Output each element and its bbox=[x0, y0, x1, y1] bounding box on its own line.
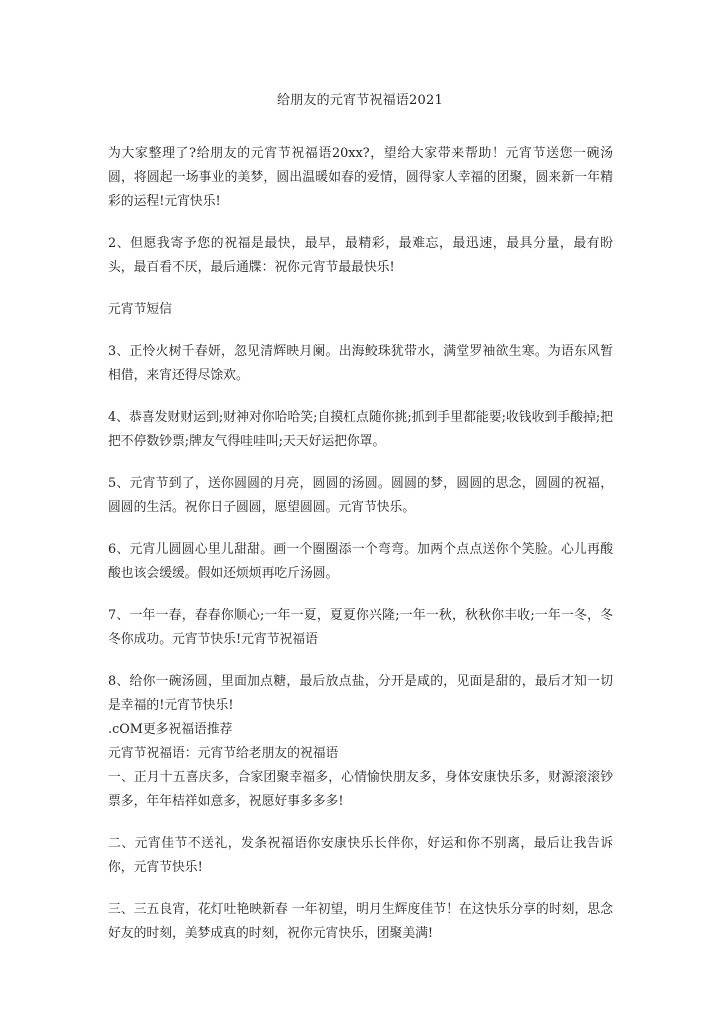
paragraph: 元宵节祝福语：元宵节给老朋友的祝福语 bbox=[108, 746, 339, 761]
paragraph: 三、三五良宵，花灯吐艳映新春 一年初望，明月生辉度佳节！在这快乐分享的时刻，思念好友的时刻，美梦成真的时刻，祝你元宵快乐，团聚美满! bbox=[108, 902, 613, 941]
paragraph: 6、元宵儿圆圆心里儿甜甜。画一个圈圈添一个弯弯。加两个点点送你个笑脸。心儿再酸酸也该会缓缓。假如还烦烦再吃斤汤圆。 bbox=[108, 542, 613, 581]
paragraph: 4、恭喜发财财运到;财神对你哈哈笑;自摸杠点随你挑;抓到手里都能要;收钱收到手酸掉;把把不停数钞票;牌友气得哇哇叫;天天好运把你罩。 bbox=[108, 410, 613, 449]
paragraph: 7、一年一春，春春你顺心;一年一夏，夏夏你兴隆;一年一秋，秋秋你丰收;一年一冬，冬冬你成功。元宵节快乐!元宵节祝福语 bbox=[108, 608, 613, 647]
paragraph: 8、给你一碗汤圆，里面加点糖，最后放点盐，分开是咸的，见面是甜的，最后才知一切是幸福的!元宵节快乐! bbox=[108, 674, 613, 713]
paragraph: .cOM更多祝福语推荐 bbox=[108, 722, 233, 737]
paragraph: 二、元宵佳节不送礼，发条祝福语你安康快乐长伴你，好运和你不别离，最后让我告诉你，元宵节快乐! bbox=[108, 836, 613, 875]
document-title: 给朋友的元宵节祝福语2021 bbox=[277, 93, 443, 108]
document-body bbox=[108, 142, 613, 964]
section-heading: 元宵节短信 bbox=[108, 302, 172, 317]
paragraph: 2、但愿我寄予您的祝福是最快，最早，最精彩，最难忘，最迅速，最具分量，最有盼头，最百看不厌，最后通牒：祝你元宵节最最快乐! bbox=[108, 236, 613, 275]
paragraph: 3、正怜火树千春妍，忽见清辉映月阑。出海鲛珠犹带水，满堂罗袖欲生寒。为语东风暂相借，来宵还得尽馀欢。 bbox=[108, 344, 613, 383]
paragraph: 为大家整理了?给朋友的元宵节祝福语20xx?，望给大家带来帮助！元宵节送您一碗汤圆，将圆起一场事业的美梦，圆出温暖如春的爱情，圆得家人幸福的团聚，圆来新一年精彩的运程!元宵快乐! bbox=[108, 146, 613, 209]
paragraph: 5、元宵节到了，送你圆圆的月亮，圆圆的汤圆。圆圆的梦，圆圆的思念，圆圆的祝福，圆圆的生活。祝你日子圆圆，愿望圆圆。元宵节快乐。 bbox=[108, 476, 613, 515]
paragraph: 一、正月十五喜庆多，合家团聚幸福多，心情愉快朋友多，身体安康快乐多，财源滚滚钞票多，年年桔祥如意多，祝愿好事多多多! bbox=[108, 770, 613, 809]
